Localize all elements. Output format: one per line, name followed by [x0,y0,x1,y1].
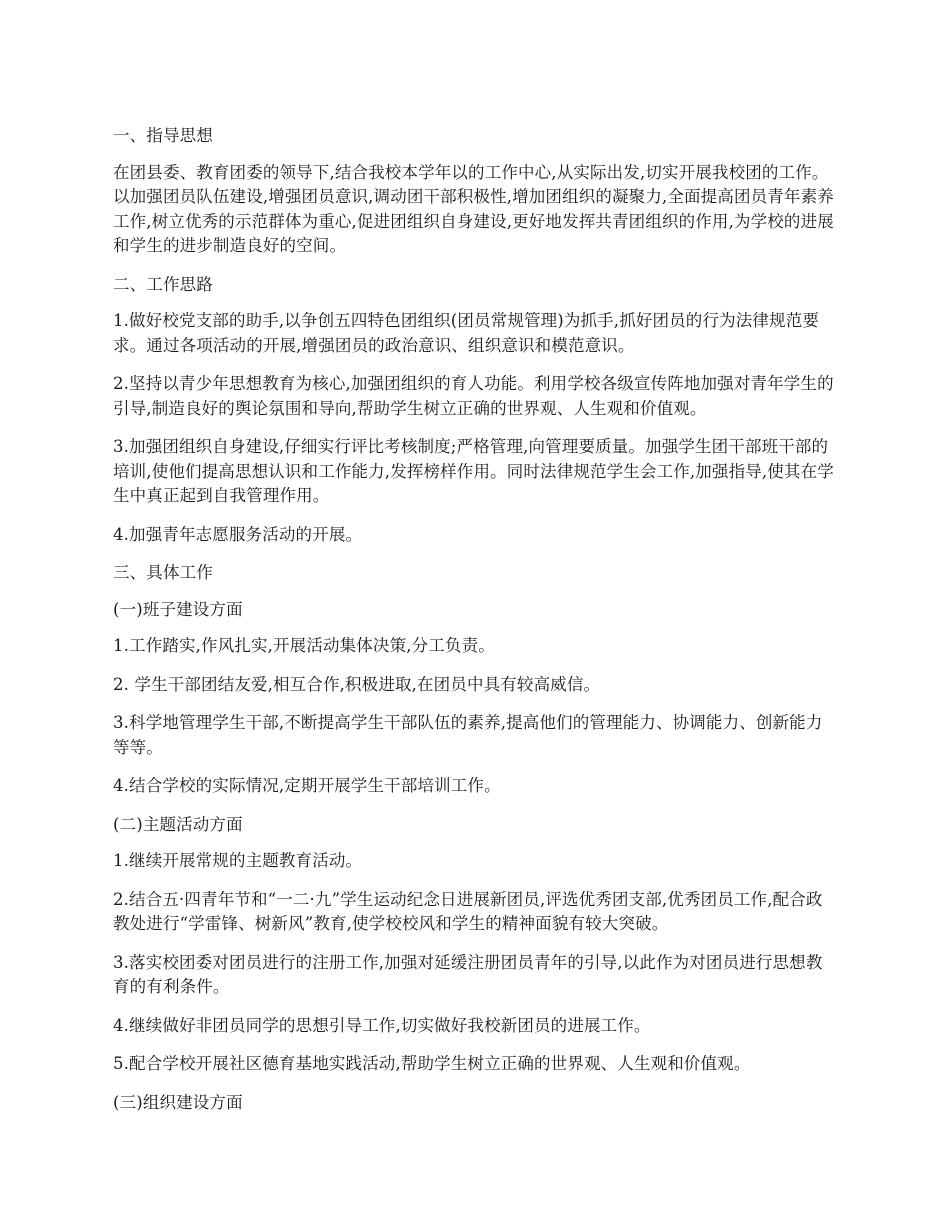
paragraph-work-idea-4: 4.加强青年志愿服务活动的开展。 [113,524,363,544]
paragraph-work-idea-1: 1.做好校党支部的助手,以争创五四特色团组织(团员常规管理)为抓手,抓好团员的行为法律规范要求。通过各项活动的开展,增强团员的政治意识、组织意识和模范意识。 [113,311,820,355]
paragraph-team-building-1: 1.工作踏实,作风扎实,开展活动集体决策,分工负责。 [113,636,495,655]
paragraph-theme-activity-5: 5.配合学校开展社区德育基地实践活动,帮助学生树立正确的世界观、人生观和价值观。 [113,1054,751,1073]
paragraph-team-building-2: 2. 学生干部团结友爱,相互合作,积极进取,在团员中具有较高威信。 [113,674,601,694]
paragraph-theme-activity-4: 4.继续做好非团员同学的思想引导工作,切实做好我校新团员的进展工作。 [113,1015,651,1035]
paragraph-work-idea-2: 2.坚持以青少年思想教育为核心,加强团组织的育人功能。利用学校各级宣传阵地加强对青年学生的引导,制造良好的舆论氛围和导向,帮助学生树立正确的世界观、人生观和价值观。 [113,374,834,418]
section-heading-work-ideas: 二、工作思路 [113,274,213,294]
section-heading-specific-work: 三、具体工作 [113,563,213,582]
paragraph-theme-activity-3: 3.落实校团委对团员进行的注册工作,加强对延缓注册团员青年的引导,以此作为对团员进行思想教育的有利条件。 [113,952,823,996]
subsection-heading-team-building: (一)班子建设方面 [113,599,243,619]
paragraph-theme-activity-2: 2.结合五·四青年节和“一二·九”学生运动纪念日进展新团员,评选优秀团支部,优秀团员工作,配合政教处进行“学雷锋、树新风”教育,使学校校风和学生的精神面貌有较大突破。 [113,889,823,933]
paragraph-team-building-4: 4.结合学校的实际情况,定期开展学生干部培训工作。 [113,776,501,795]
document-page [113,124,837,1127]
paragraph-theme-activity-1: 1.继续开展常规的主题教育活动。 [113,851,363,870]
paragraph-guiding-thought: 在团县委、教育团委的领导下,结合我校本学年以的工作中心,从实际出发,切实开展我校团的工作。以加强团员队伍建设,增强团员意识,调动团干部积极性,增加团组织的凝聚力,全面提高团员青年素养工作,树立优秀的示范群体为重心,促进团组织自身建设,更好地发挥共青团组织的作用,为学校的进展和学生的进步制造良好的空间。 [113,162,834,255]
paragraph-work-idea-3: 3.加强团组织自身建设,仔细实行评比考核制度;严格管理,向管理要质量。加强学生团干部班干部的培训,使他们提高思想认识和工作能力,发挥榜样作用。同时法律规范学生会工作,加强指导,使其在学生中真正起到自我管理作用。 [113,437,834,505]
section-heading-guiding-thought: 一、指导思想 [113,126,213,145]
subsection-heading-theme-activities: (二)主题活动方面 [113,814,243,834]
subsection-heading-organization-building: (三)组织建设方面 [113,1092,243,1112]
paragraph-team-building-3: 3.科学地管理学生干部,不断提高学生干部队伍的素养,提高他们的管理能力、协调能力、创新能力等等。 [113,713,823,757]
